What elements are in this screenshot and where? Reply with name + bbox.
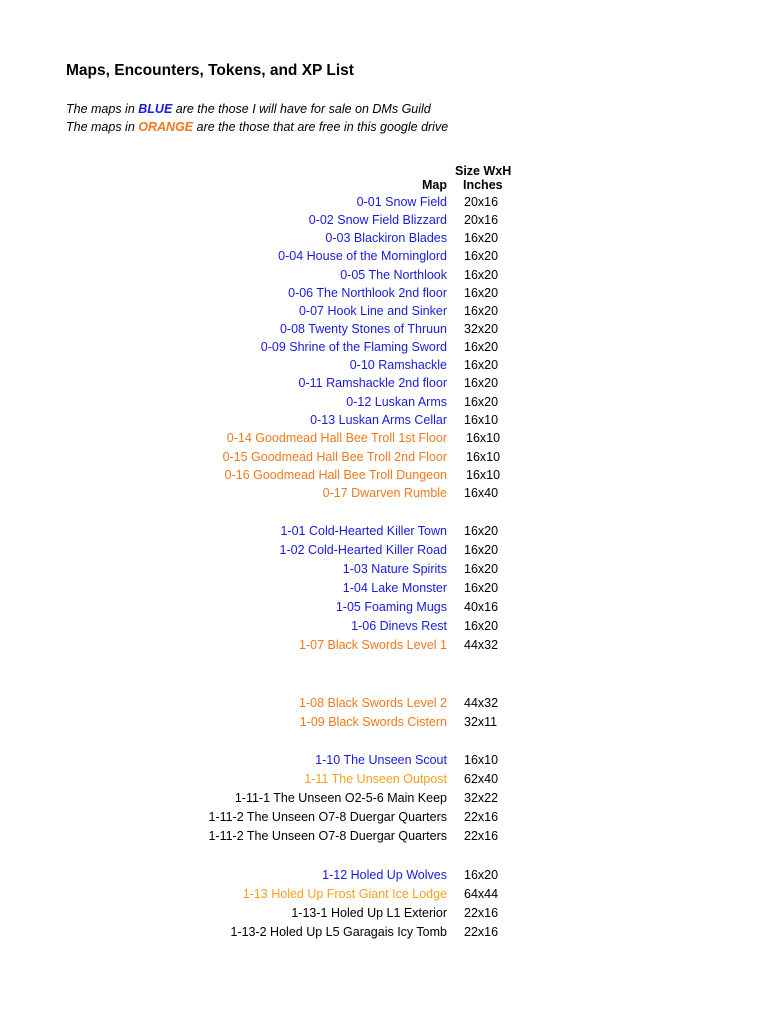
map-size: 16x20	[464, 562, 499, 576]
map-size: 40x16	[464, 600, 499, 614]
table-row	[0, 231, 768, 249]
note-blue-suffix: are the those I will have for sale on DMs Guild	[172, 102, 431, 116]
table-row	[0, 887, 768, 905]
map-name: 0-09 Shrine of the Flaming Sword	[260, 340, 447, 354]
table-row	[0, 322, 768, 340]
map-name: 0-04 House of the Morninglord	[278, 249, 447, 263]
size-column-units: Inches	[463, 178, 503, 192]
map-name: 1-06 Dinevs Rest	[351, 619, 447, 633]
map-size: 16x10	[466, 468, 501, 482]
map-name: 0-05 The Northlook	[340, 268, 447, 282]
map-name: 1-05 Foaming Mugs	[335, 600, 447, 614]
table-row	[0, 619, 768, 637]
table-row	[0, 925, 768, 943]
map-name: 1-07 Black Swords Level 1	[299, 638, 447, 652]
map-size: 22x16	[464, 810, 499, 824]
table-row	[0, 562, 768, 580]
note-orange-keyword: ORANGE	[138, 120, 194, 134]
map-name: 0-14 Goodmead Hall Bee Troll 1st Floor	[226, 431, 447, 445]
map-name: 0-12 Luskan Arms	[346, 395, 447, 409]
table-row	[0, 413, 768, 431]
map-name: 1-11 The Unseen Outpost	[304, 772, 447, 786]
map-name: 0-08 Twenty Stones of Thruun	[279, 322, 447, 336]
note-orange-maps	[66, 120, 448, 134]
table-row	[0, 395, 768, 413]
map-name: 0-11 Ramshackle 2nd floor	[298, 376, 447, 390]
table-row	[0, 600, 768, 618]
map-name: 1-02 Cold-Hearted Killer Road	[279, 543, 447, 557]
map-size: 64x44	[464, 887, 499, 901]
map-size: 16x20	[464, 868, 499, 882]
map-name: 1-11-2 The Unseen O7-8 Duergar Quarters	[208, 829, 447, 843]
table-row	[0, 450, 768, 468]
map-size: 16x20	[464, 543, 499, 557]
map-name: 0-13 Luskan Arms Cellar	[310, 413, 447, 427]
map-size: 16x20	[464, 304, 499, 318]
map-name: 0-06 The Northlook 2nd floor	[288, 286, 447, 300]
table-row	[0, 581, 768, 599]
map-size: 16x40	[464, 486, 499, 500]
map-size: 16x20	[464, 286, 499, 300]
table-row	[0, 791, 768, 809]
map-name: 1-13 Holed Up Frost Giant Ice Lodge	[242, 887, 447, 901]
table-row	[0, 249, 768, 267]
table-row	[0, 304, 768, 322]
map-size: 16x10	[464, 753, 499, 767]
table-row	[0, 810, 768, 828]
table-row	[0, 696, 768, 714]
note-blue-maps	[66, 102, 431, 116]
table-row	[0, 486, 768, 504]
note-blue-keyword: BLUE	[138, 102, 173, 116]
map-size: 16x20	[464, 340, 499, 354]
map-name: 1-04 Lake Monster	[342, 581, 447, 595]
map-name: 1-09 Black Swords Cistern	[299, 715, 447, 729]
table-row	[0, 340, 768, 358]
map-name: 1-13-1 Holed Up L1 Exterior	[291, 906, 447, 920]
table-row	[0, 543, 768, 561]
map-size: 16x20	[464, 524, 499, 538]
map-size: 22x16	[464, 906, 499, 920]
map-name: 0-15 Goodmead Hall Bee Troll 2nd Floor	[222, 450, 447, 464]
page-title: Maps, Encounters, Tokens, and XP List	[66, 62, 354, 79]
map-name: 1-01 Cold-Hearted Killer Town	[280, 524, 447, 538]
map-name: 0-17 Dwarven Rumble	[322, 486, 447, 500]
map-size: 16x20	[464, 249, 499, 263]
map-size: 22x16	[464, 925, 499, 939]
map-size: 22x16	[464, 829, 499, 843]
map-size: 44x32	[464, 638, 499, 652]
map-size: 16x10	[464, 413, 499, 427]
table-row	[0, 753, 768, 771]
table-row	[0, 468, 768, 486]
map-size: 16x10	[466, 431, 501, 445]
map-size: 16x10	[466, 450, 501, 464]
table-row	[0, 268, 768, 286]
map-name: 1-12 Holed Up Wolves	[322, 868, 447, 882]
map-name: 1-03 Nature Spirits	[342, 562, 447, 576]
map-name: 1-10 The Unseen Scout	[315, 753, 447, 767]
map-column-header: Map	[422, 178, 447, 192]
map-size: 16x20	[464, 581, 499, 595]
table-row	[0, 358, 768, 376]
map-size: 16x20	[464, 619, 499, 633]
table-row	[0, 213, 768, 231]
map-name: 0-07 Hook Line and Sinker	[298, 304, 447, 318]
table-row	[0, 376, 768, 394]
map-size: 32x22	[464, 791, 499, 805]
map-size: 20x16	[464, 195, 499, 209]
map-name: 1-11-2 The Unseen O7-8 Duergar Quarters	[208, 810, 447, 824]
map-size: 16x20	[464, 231, 499, 245]
map-name: 0-01 Snow Field	[356, 195, 447, 209]
table-row	[0, 868, 768, 886]
table-row	[0, 772, 768, 790]
table-row	[0, 524, 768, 542]
table-row	[0, 715, 768, 733]
map-name: 0-16 Goodmead Hall Bee Troll Dungeon	[224, 468, 447, 482]
map-name: 1-11-1 The Unseen O2-5-6 Main Keep	[234, 791, 447, 805]
table-row	[0, 195, 768, 213]
note-orange-suffix: are the those that are free in this google drive	[193, 120, 449, 134]
map-size: 16x20	[464, 268, 499, 282]
map-name: 1-08 Black Swords Level 2	[299, 696, 447, 710]
map-size: 16x20	[464, 358, 499, 372]
note-orange-prefix: The maps in	[66, 120, 139, 134]
table-row	[0, 906, 768, 924]
map-name: 0-03 Blackiron Blades	[325, 231, 447, 245]
map-size: 16x20	[464, 395, 499, 409]
map-size: 62x40	[464, 772, 499, 786]
table-row	[0, 431, 768, 449]
size-column-header: Size WxH	[455, 164, 512, 178]
table-row	[0, 638, 768, 656]
table-row	[0, 286, 768, 304]
map-size: 32x11	[464, 715, 498, 729]
map-name: 1-13-2 Holed Up L5 Garagais Icy Tomb	[230, 925, 447, 939]
map-size: 20x16	[464, 213, 499, 227]
map-name: 0-02 Snow Field Blizzard	[308, 213, 447, 227]
table-row	[0, 829, 768, 847]
map-size: 16x20	[464, 376, 499, 390]
map-size: 44x32	[464, 696, 499, 710]
note-blue-prefix: The maps in	[66, 102, 139, 116]
map-size: 32x20	[464, 322, 499, 336]
map-name: 0-10 Ramshackle	[349, 358, 447, 372]
